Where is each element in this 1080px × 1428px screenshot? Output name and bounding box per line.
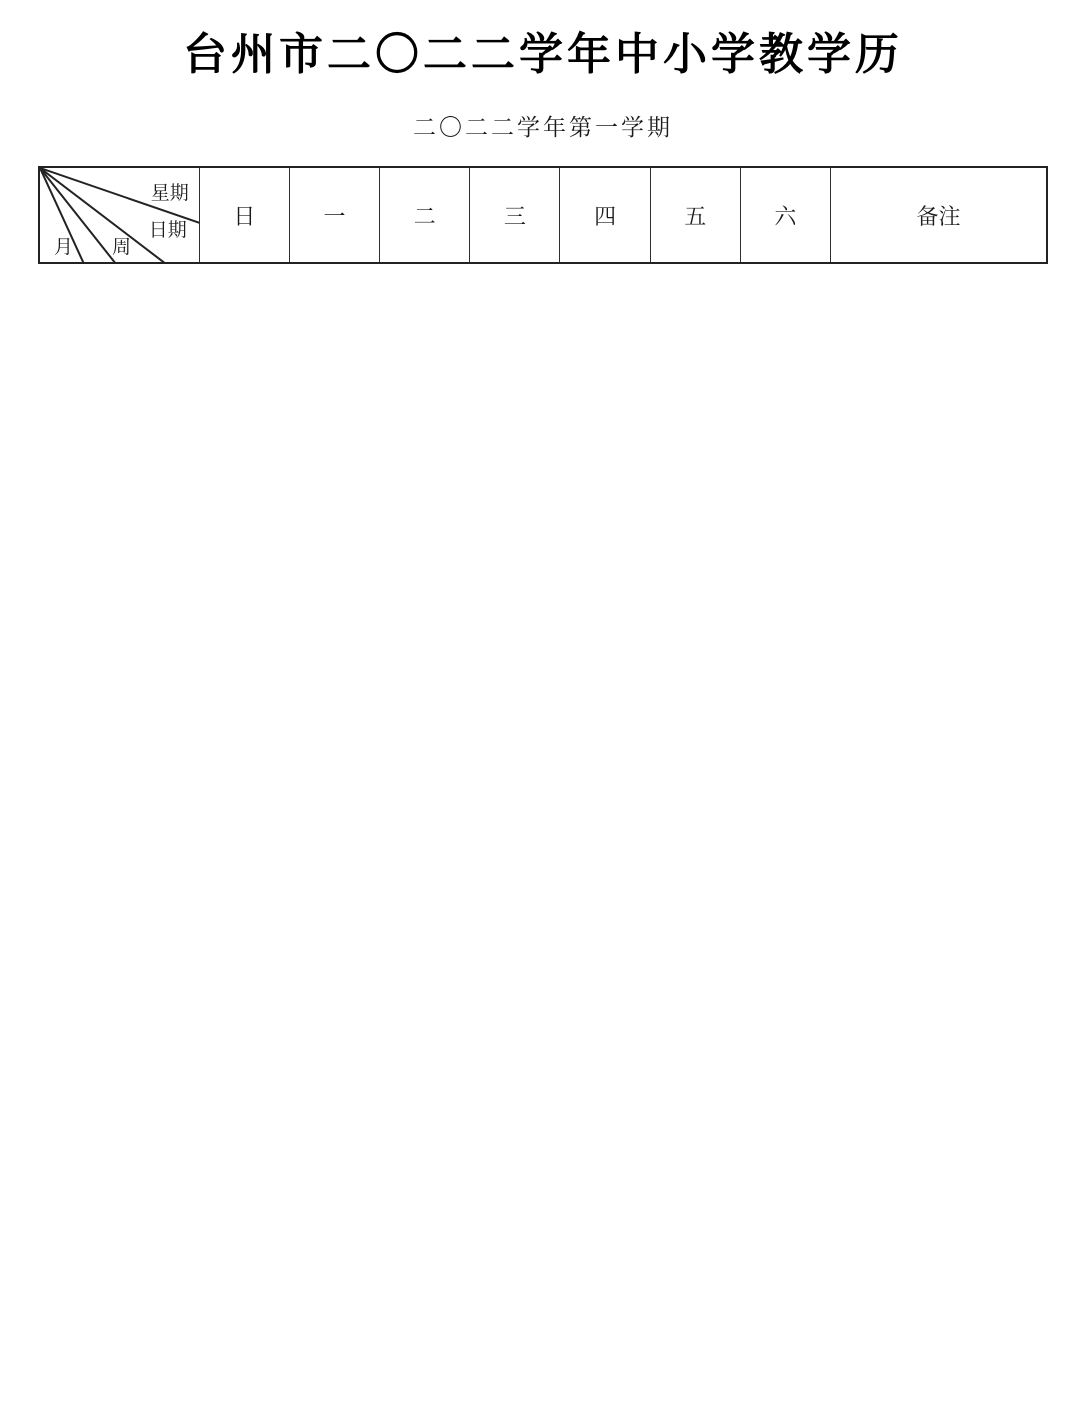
calendar-table xyxy=(38,166,1048,264)
day-header-sun: 日 xyxy=(199,167,289,263)
day-header-mon: 一 xyxy=(289,167,379,263)
day-header-fri: 五 xyxy=(650,167,740,263)
day-header-wed: 三 xyxy=(470,167,560,263)
corner-month-label: 月 xyxy=(54,237,74,258)
page-subtitle: 二〇二二学年第一学期 xyxy=(413,115,673,140)
day-header-tue: 二 xyxy=(380,167,470,263)
day-header-sat: 六 xyxy=(740,167,830,263)
day-header-thu: 四 xyxy=(560,167,650,263)
page-title: 台州市二〇二二学年中小学教学历 xyxy=(183,30,903,79)
page xyxy=(0,0,1080,264)
corner-week-label: 周 xyxy=(112,237,132,258)
corner-weekday-label: 星期 xyxy=(150,183,189,204)
remarks-header: 备注 xyxy=(831,167,1048,263)
corner-date-label: 日期 xyxy=(148,220,187,241)
corner-header-cell xyxy=(39,167,199,263)
calendar-header xyxy=(39,167,1047,263)
header-row xyxy=(39,167,1047,263)
